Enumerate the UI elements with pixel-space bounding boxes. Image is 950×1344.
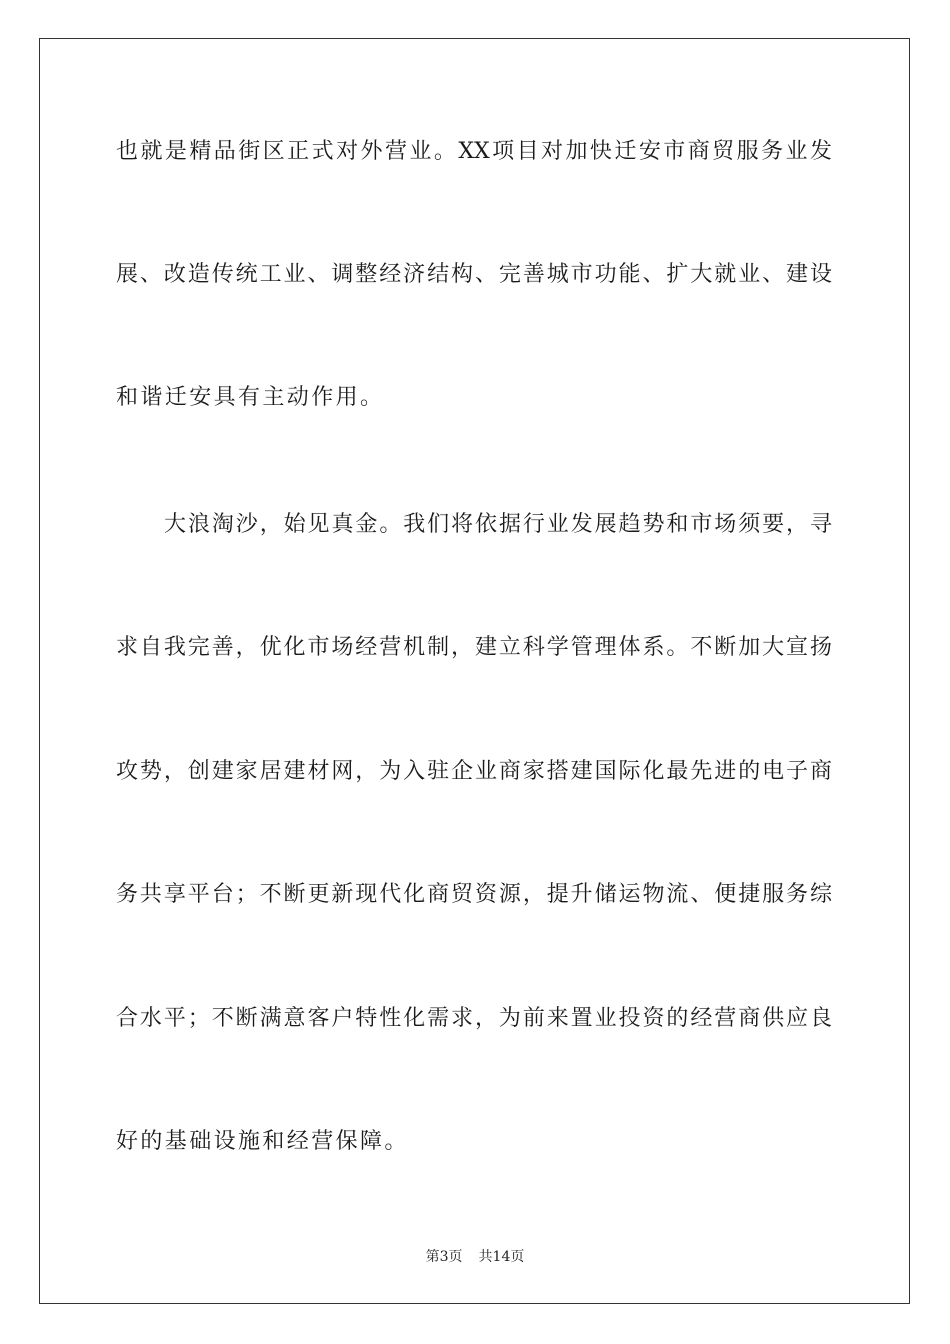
total-pages: 共14页 <box>478 1249 525 1265</box>
body-line-6: 攻势，创建家居建材网，为入驻企业商家搭建国际化最先进的电子商 <box>116 759 832 784</box>
page-footer <box>0 1247 950 1267</box>
page-number: 第3页 <box>425 1249 463 1265</box>
body-line-1: 也就是精品街区正式对外营业。XX项目对加快迁安市商贸服务业发 <box>116 139 832 164</box>
body-line-9: 好的基础设施和经营保障。 <box>116 1129 409 1154</box>
body-line-7: 务共享平台；不断更新现代化商贸资源，提升储运物流、便捷服务综 <box>116 882 832 907</box>
body-line-8: 合水平；不断满意客户特性化需求，为前来置业投资的经营商供应良 <box>116 1006 832 1031</box>
body-line-4-indented: 大浪淘沙，始见真金。我们将依据行业发展趋势和市场须要，寻 <box>164 512 832 537</box>
body-line-3: 和谐迁安具有主动作用。 <box>116 385 385 410</box>
body-line-5: 求自我完善，优化市场经营机制，建立科学管理体系。不断加大宣扬 <box>116 635 832 660</box>
page-border <box>39 38 910 1304</box>
body-line-2: 展、改造传统工业、调整经济结构、完善城市功能、扩大就业、建设 <box>116 262 832 287</box>
